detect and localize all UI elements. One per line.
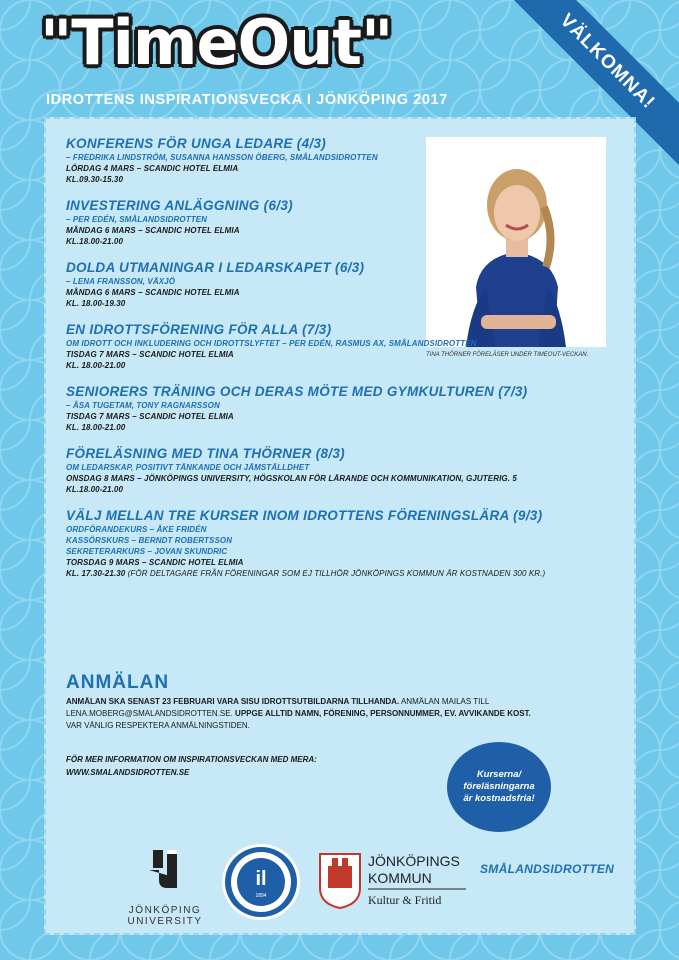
event-location: TISDAG 7 MARS – SCANDIC HOTEL ELMIA: [66, 412, 234, 421]
course-event-title: VÄLJ MELLAN TRE KURSER INOM IDROTTENS FÖRENINGSLÄRA (9/3): [66, 508, 543, 523]
jk-line-1: JÖNKÖPINGS: [368, 853, 460, 869]
registration-section: [66, 672, 606, 732]
event-location: MÅNDAG 6 MARS – SCANDIC HOTEL ELMIA: [66, 226, 240, 235]
sponsor-logos: [60, 840, 630, 927]
badge-line-1: Kurserna/: [476, 769, 522, 780]
registration-requirements: UPPGE ALLTID NAMN, FÖRENING, PERSONNUMMER, EV. AVVIKANDE KOST.: [232, 709, 531, 718]
event-time: KL. 18.00-21.00: [66, 361, 126, 370]
event-time: KL. 18.00-19.30: [66, 299, 126, 308]
sif-logo: [222, 844, 300, 920]
registration-respect: VAR VÄNLIG RESPEKTERA ANMÄLNINGSTIDEN.: [66, 721, 250, 730]
poster-subtitle: IDROTTENS INSPIRATIONSVECKA I JÖNKÖPING 2017: [46, 92, 448, 108]
event-location: MÅNDAG 6 MARS – SCANDIC HOTEL ELMIA: [66, 288, 240, 297]
course-item: ORDFÖRANDEKURS – ÅKE FRIDÉN: [66, 525, 207, 534]
event-speakers: – ÅSA TUGETAM, TONY RAGNARSSON: [66, 401, 220, 410]
sif-year: 1894: [255, 893, 267, 899]
jk-line-2: KOMMUN: [368, 870, 432, 886]
event-title: DOLDA UTMANINGAR I LEDARSKAPET (6/3): [66, 260, 365, 275]
jk-line-3: Kultur & Fritid: [368, 893, 442, 907]
registration-mail-prefix: ANMÄLAN MAILAS TILL: [399, 697, 490, 706]
event-location: LÖRDAG 4 MARS – SCANDIC HOTEL ELMIA: [66, 164, 239, 173]
event-title: INVESTERING ANLÄGGNING (6/3): [66, 198, 293, 213]
ju-mark-icon: [145, 848, 185, 892]
event-speakers: – PER EDÉN, SMÅLANDSIDROTTEN: [66, 215, 208, 224]
ju-label: JÖNKÖPING UNIVERSITY: [127, 905, 203, 927]
event-speakers: – LENA FRANSSON, VÄXJÖ: [66, 277, 176, 286]
sif-emblem-icon: [225, 847, 297, 917]
event-block: [66, 260, 626, 308]
course-cost-note: (FÖR DELTAGARE FRÅN FÖRENINGAR SOM EJ TILLHÖR JÖNKÖPINGS KOMMUN ÄR KOSTNADEN 300 KR.): [127, 569, 546, 578]
event-title: FÖRELÄSNING MED TINA THÖRNER (8/3): [66, 446, 345, 461]
more-info-url[interactable]: WWW.SMALANDSIDROTTEN.SE: [66, 768, 190, 777]
event-speakers: – FREDRIKA LINDSTRÖM, SUSANNA HANSSON ÖBERG, SMÅLANDSIDROTTEN: [66, 153, 378, 162]
course-time: KL. 17.30-21.30: [66, 569, 126, 578]
more-info: [66, 753, 317, 779]
event-speakers: OM LEDARSKAP, POSITIVT TÄNKANDE OCH JÄMSTÄLLDHET: [66, 463, 310, 472]
event-speakers: OM IDROTT OCH INKLUDERING OCH IDROTTSLYFTET – PER EDÉN, RASMUS AX, SMÅLANDSIDROTTEN: [66, 339, 477, 348]
event-location: TISDAG 7 MARS – SCANDIC HOTEL ELMIA: [66, 350, 234, 359]
svg-text:il: il: [255, 868, 267, 890]
course-item: KASSÖRSKURS – BERNDT ROBERTSSON: [66, 536, 233, 545]
course-item: SEKRETERARKURS – JOVAN SKUNDRIC: [66, 547, 228, 556]
badge-line-2: föreläsningarna: [463, 781, 535, 792]
more-info-text: FÖR MER INFORMATION OM INSPIRATIONSVECKAN MED MERA:: [66, 755, 317, 764]
course-event-block: [66, 508, 626, 578]
event-title: KONFERENS FÖR UNGA LEDARE (4/3): [66, 136, 327, 151]
event-list: [66, 136, 626, 578]
event-block: [66, 322, 626, 370]
registration-email[interactable]: LENA.MOBERG@SMALANDSIDROTTEN.SE.: [66, 709, 233, 718]
event-title: SENIORERS TRÄNING OCH DERAS MÖTE MED GYMKULTUREN (7/3): [66, 384, 528, 399]
registration-heading: ANMÄLAN: [66, 672, 170, 693]
event-block: [66, 198, 626, 246]
welcome-banner: VÄLKOMNA!: [485, 0, 679, 184]
jonkoping-university-logo: [90, 848, 240, 927]
smaland-label: SMÅLANDSIDROTTEN: [480, 862, 615, 876]
event-block: [66, 136, 626, 184]
registration-text: [66, 696, 606, 732]
event-time: KL.09.30-15.30: [66, 175, 123, 184]
event-title: EN IDROTTSFÖRENING FÖR ALLA (7/3): [66, 322, 332, 337]
jonkopings-kommun-logo: [316, 848, 476, 912]
event-block: [66, 384, 626, 432]
course-time-line: [66, 569, 626, 578]
course-location: TORSDAG 9 MARS – SCANDIC HOTEL ELMIA: [66, 558, 244, 567]
jk-logo-graphic: [316, 848, 476, 912]
event-location: ONSDAG 8 MARS – JÖNKÖPINGS UNIVERSITY, HÖGSKOLAN FÖR LÄRANDE OCH KOMMUNIKATION, GJUTERIG. 5: [66, 474, 517, 483]
photo-caption: TINA THÖRNER FÖRELÄSER UNDER TIMEOUT-VECKAN.: [426, 352, 589, 358]
smalandsidrotten-logo: [480, 862, 620, 876]
poster-title: "TimeOut": [40, 6, 393, 79]
event-block: [66, 446, 626, 494]
registration-deadline: ANMÄLAN SKA SENAST 23 FEBRUARI VARA SISU IDROTTSUTBILDARNA TILLHANDA.: [66, 697, 400, 706]
event-time: KL.18.00-21.00: [66, 237, 123, 246]
event-time: KL.18.00-21.00: [66, 485, 123, 494]
free-badge: [447, 742, 551, 832]
badge-line-3: är kostnadsfria!: [463, 793, 535, 804]
event-time: KL. 18.00-21.00: [66, 423, 126, 432]
